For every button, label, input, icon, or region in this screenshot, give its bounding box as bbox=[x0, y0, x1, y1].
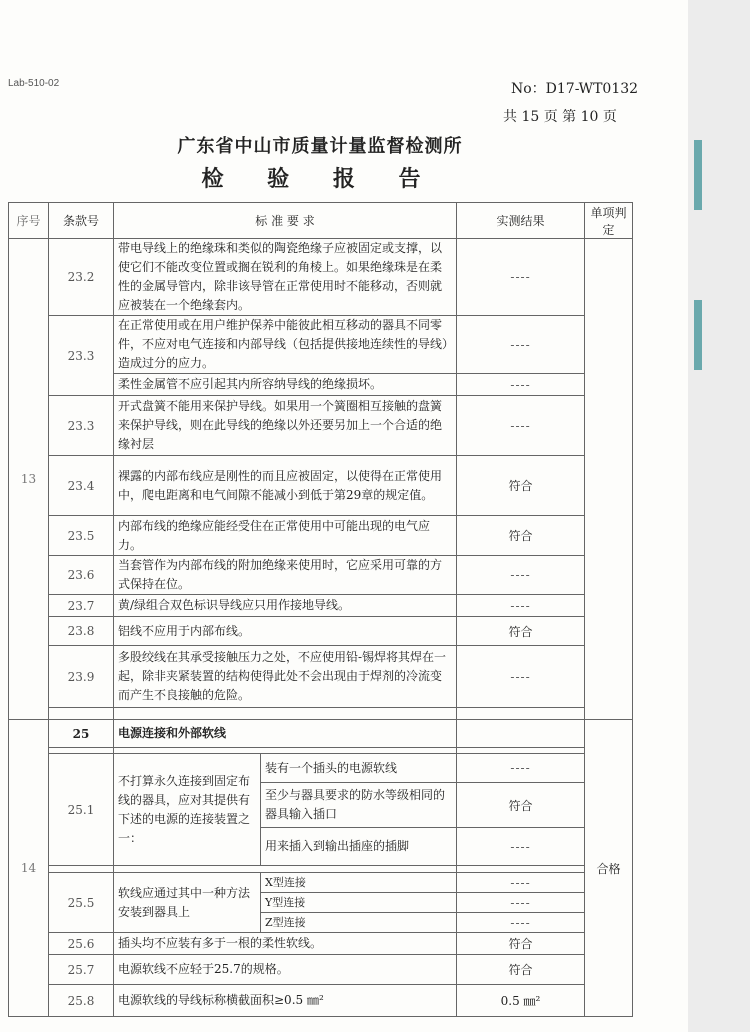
verdict-cell: 合格 bbox=[585, 720, 633, 1017]
requirement-cell: 内部布线的绝缘应能经受住在正常使用中可能出现的电气应力。 bbox=[114, 516, 457, 556]
clause-cell: 23.9 bbox=[49, 646, 114, 708]
table-row bbox=[9, 754, 633, 783]
table-row bbox=[9, 516, 633, 556]
table-row bbox=[9, 985, 633, 1017]
result-cell: 符合 bbox=[457, 933, 585, 955]
result-cell: ---- bbox=[457, 754, 585, 783]
clause-cell: 25.5 bbox=[49, 873, 114, 933]
requirement-cell: 电源软线不应轻于25.7的规格。 bbox=[114, 955, 457, 985]
table-row bbox=[9, 556, 633, 595]
sub-requirement-cell: Z型连接 bbox=[261, 913, 457, 933]
clause-cell: 25.7 bbox=[49, 955, 114, 985]
requirement-cell: 在正常使用或在用户维护保养中能彼此相互移动的器具不同零件，不应对电气连接和内部导线（包括提供接地连续性的导线）造成过分的应力。 bbox=[114, 316, 457, 374]
clause-cell: 25.6 bbox=[49, 933, 114, 955]
clause-cell: 23.3 bbox=[49, 396, 114, 456]
result-cell: ---- bbox=[457, 396, 585, 456]
lab-code: Lab-510-02 bbox=[8, 78, 60, 89]
seq-cell: 13 bbox=[9, 239, 49, 720]
page-count: 共 15 页 第 10 页 bbox=[503, 109, 617, 125]
report-title: 检 验 报 告 bbox=[201, 167, 439, 192]
result-cell: ---- bbox=[457, 556, 585, 595]
requirement-cell: 不打算永久连接到固定布线的器具，应对其提供有下述的电源的连接装置之一： bbox=[114, 754, 261, 866]
result-cell: 符合 bbox=[457, 955, 585, 985]
result-cell: ---- bbox=[457, 239, 585, 316]
clause-cell: 23.8 bbox=[49, 617, 114, 646]
seq-cell: 14 bbox=[9, 720, 49, 1017]
edge-tab-marker bbox=[694, 140, 702, 210]
table-row bbox=[9, 955, 633, 985]
header-requirement: 标 准 要 求 bbox=[114, 203, 457, 239]
report-number: No：D17-WT0132 bbox=[511, 81, 639, 97]
clause-cell: 23.3 bbox=[49, 316, 114, 396]
table-row-spacer bbox=[9, 866, 633, 873]
header-result: 实测结果 bbox=[457, 203, 585, 239]
table-row bbox=[9, 595, 633, 617]
result-cell: ---- bbox=[457, 913, 585, 933]
table-row bbox=[9, 873, 633, 893]
table-row bbox=[9, 646, 633, 708]
requirement-cell: 柔性金属管不应引起其内所容纳导线的绝缘损坏。 bbox=[114, 374, 457, 396]
section-heading-row bbox=[9, 720, 633, 748]
requirement-cell: 多股绞线在其承受接触压力之处，不应使用铅-锡焊将其焊在一起，除非夹紧装置的结构使得此处不会出现由于焊剂的冷流变而产生不良接触的危险。 bbox=[114, 646, 457, 708]
sub-requirement-cell: 装有一个插头的电源软线 bbox=[261, 754, 457, 783]
requirement-cell: 带电导线上的绝缘珠和类似的陶瓷绝缘子应被固定或支撑，以使它们不能改变位置或搁在锐利的角棱上。如果绝缘珠是在柔性的金属导管内，除非该导管在正常使用时不能移动，否则就应被装在一个绝缘套内。 bbox=[114, 239, 457, 316]
result-cell: 符合 bbox=[457, 516, 585, 556]
section-clause: 25 bbox=[49, 720, 114, 748]
result-cell: ---- bbox=[457, 828, 585, 866]
header-verdict: 单项判定 bbox=[585, 203, 633, 239]
requirement-cell: 当套管作为内部布线的附加绝缘来使用时，它应采用可靠的方式保持在位。 bbox=[114, 556, 457, 595]
clause-cell: 23.2 bbox=[49, 239, 114, 316]
requirement-cell: 软线应通过其中一种方法安装到器具上 bbox=[114, 873, 261, 933]
clause-cell: 23.7 bbox=[49, 595, 114, 617]
result-cell: ---- bbox=[457, 873, 585, 893]
organization-name: 广东省中山市质量计量监督检测所 bbox=[177, 136, 463, 157]
result-cell: 符合 bbox=[457, 783, 585, 828]
clause-cell: 23.5 bbox=[49, 516, 114, 556]
table-row bbox=[9, 239, 633, 316]
table-row bbox=[9, 316, 633, 374]
result-cell: ---- bbox=[457, 316, 585, 374]
verdict-cell bbox=[585, 239, 633, 720]
result-cell: 符合 bbox=[457, 617, 585, 646]
clause-cell: 23.4 bbox=[49, 456, 114, 516]
edge-tab-marker bbox=[694, 300, 702, 370]
sub-requirement-cell: Y型连接 bbox=[261, 893, 457, 913]
requirement-cell: 电源软线的导线标称横截面积≥0.5 ㎜² bbox=[114, 985, 457, 1017]
clause-cell: 25.1 bbox=[49, 754, 114, 866]
sub-requirement-cell: 用来插入到输出插座的插脚 bbox=[261, 828, 457, 866]
requirement-cell: 黄/绿组合双色标识导线应只用作接地导线。 bbox=[114, 595, 457, 617]
requirement-cell: 铝线不应用于内部布线。 bbox=[114, 617, 457, 646]
inspection-table bbox=[8, 202, 633, 1017]
section-title: 电源连接和外部软线 bbox=[114, 720, 457, 748]
result-cell: ---- bbox=[457, 646, 585, 708]
sub-requirement-cell: 至少与器具要求的防水等级相同的器具输入插口 bbox=[261, 783, 457, 828]
result-cell: ---- bbox=[457, 595, 585, 617]
requirement-cell: 裸露的内部布线应是刚性的而且应被固定，以使得在正常使用中，爬电距离和电气间隙不能减小到低于第29章的规定值。 bbox=[114, 456, 457, 516]
result-cell: ---- bbox=[457, 893, 585, 913]
clause-cell: 25.8 bbox=[49, 985, 114, 1017]
header-seq: 序号 bbox=[9, 203, 49, 239]
result-cell: 0.5 ㎜² bbox=[457, 985, 585, 1017]
sub-requirement-cell: X型连接 bbox=[261, 873, 457, 893]
table-row bbox=[9, 396, 633, 456]
clause-cell: 23.6 bbox=[49, 556, 114, 595]
result-cell: 符合 bbox=[457, 456, 585, 516]
requirement-cell: 开式盘簧不能用来保护导线。如果用一个簧圈相互接触的盘簧来保护导线，则在此导线的绝缘以外还要另加上一个合适的绝缘衬层 bbox=[114, 396, 457, 456]
result-cell: ---- bbox=[457, 374, 585, 396]
table-header-row bbox=[9, 203, 633, 239]
table-row bbox=[9, 617, 633, 646]
requirement-cell: 插头均不应装有多于一根的柔性软线。 bbox=[114, 933, 457, 955]
table-row bbox=[9, 933, 633, 955]
header-clause: 条款号 bbox=[49, 203, 114, 239]
table-row-spacer bbox=[9, 708, 633, 720]
table-row bbox=[9, 456, 633, 516]
